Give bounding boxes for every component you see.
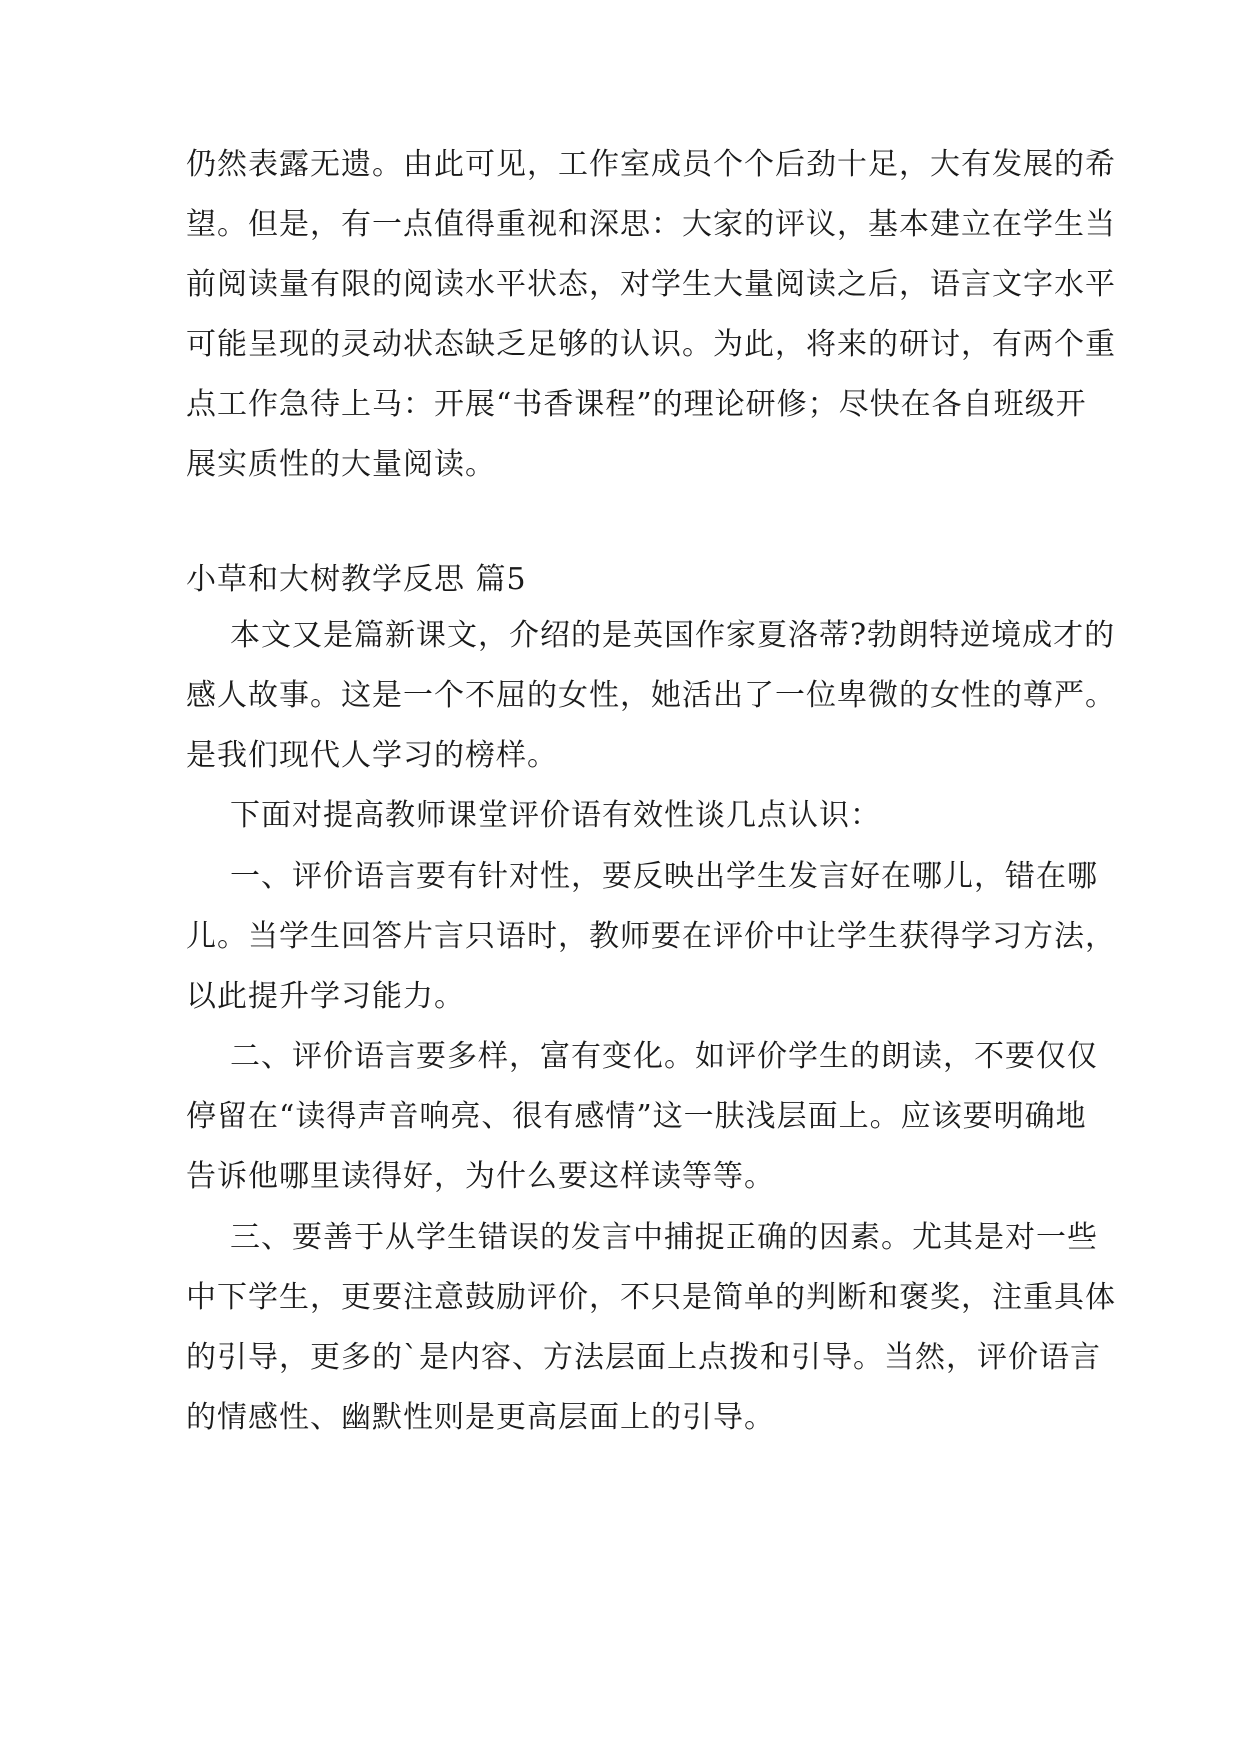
text-line: 以此提升学习能力。 bbox=[186, 979, 465, 1014]
text-line: 二、评价语言要多样，富有变化。如评价学生的朗读，不要仅仅 bbox=[230, 1039, 1098, 1074]
text-line: 的情感性、幽默性则是更高层面上的引导。 bbox=[186, 1400, 775, 1435]
text-line: 感人故事。这是一个不屈的女性，她活出了一位卑微的女性的尊严。 bbox=[186, 678, 1116, 713]
text-line: 的引导，更多的`是内容、方法层面上点拨和引导。当然，评价语言 bbox=[186, 1340, 1101, 1375]
text-line: 告诉他哪里读得好，为什么要这样读等等。 bbox=[186, 1159, 775, 1194]
text-line: 儿。当学生回答片言只语时，教师要在评价中让学生获得学习方法， bbox=[186, 919, 1116, 954]
text-line: 可能呈现的灵动状态缺乏足够的认识。为此，将来的研讨，有两个重 bbox=[186, 327, 1116, 362]
text-line: 点工作急待上马：开展“书香课程”的理论研修；尽快在各自班级开 bbox=[186, 387, 1087, 422]
text-line: 下面对提高教师课堂评价语有效性谈几点认识： bbox=[230, 798, 881, 833]
text-line: 本文又是篇新课文，介绍的是英国作家夏洛蒂?勃朗特逆境成才的 bbox=[230, 618, 1116, 653]
text-line: 中下学生，更要注意鼓励评价，不只是简单的判断和褒奖，注重具体 bbox=[186, 1280, 1116, 1315]
text-line: 三、要善于从学生错误的发言中捕捉正确的因素。尤其是对一些 bbox=[230, 1220, 1098, 1255]
text-line: 展实质性的大量阅读。 bbox=[186, 447, 496, 482]
text-line: 是我们现代人学习的榜样。 bbox=[186, 738, 558, 773]
text-line: 停留在“读得声音响亮、很有感情”这一肤浅层面上。应该要明确地 bbox=[186, 1099, 1087, 1134]
section-heading: 小草和大树教学反思 篇5 bbox=[186, 562, 527, 597]
text-line: 仍然表露无遗。由此可见，工作室成员个个后劲十足，大有发展的希 bbox=[186, 147, 1116, 182]
text-line: 前阅读量有限的阅读水平状态，对学生大量阅读之后，语言文字水平 bbox=[186, 267, 1116, 302]
text-line: 望。但是，有一点值得重视和深思：大家的评议，基本建立在学生当 bbox=[186, 207, 1116, 242]
text-line: 一、评价语言要有针对性，要反映出学生发言好在哪儿，错在哪 bbox=[230, 859, 1098, 894]
